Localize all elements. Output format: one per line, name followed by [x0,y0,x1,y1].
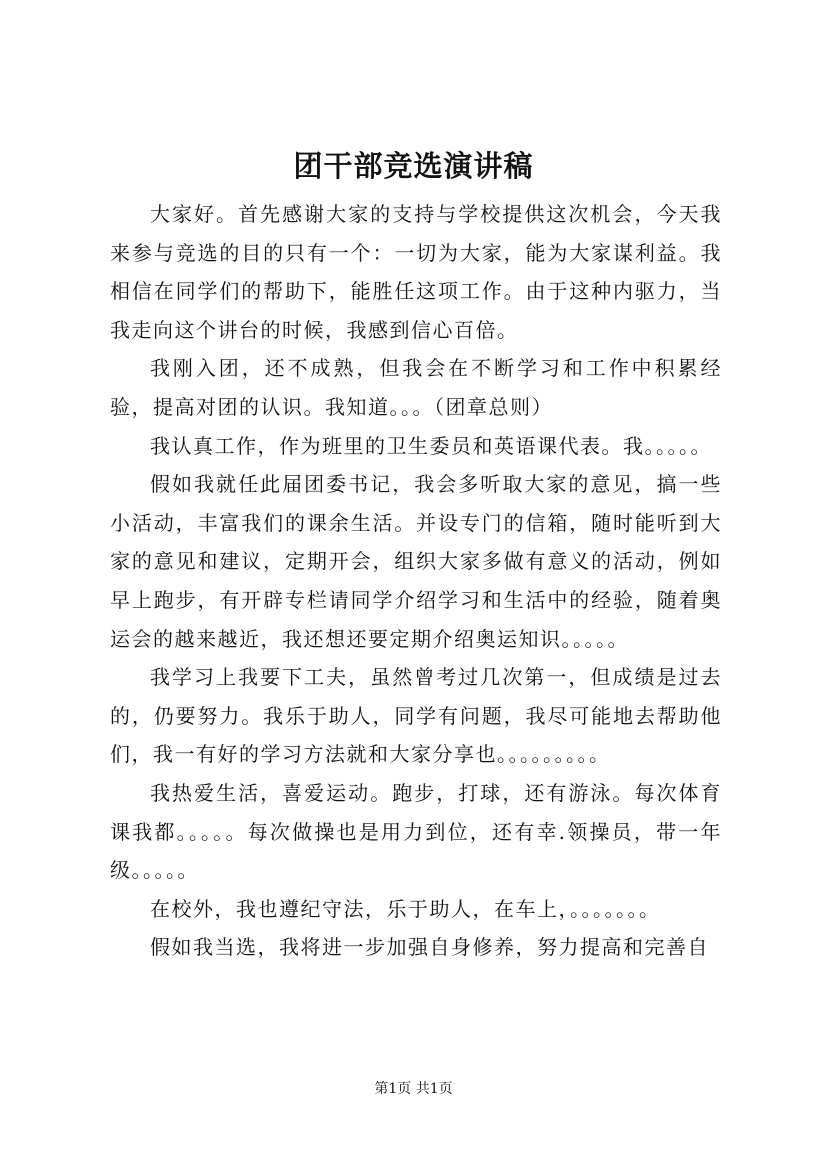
paragraph: 我热爱生活，喜爱运动。跑步，打球，还有游泳。每次体育课我都。。。。。每次做操也是用力到位，还有幸.领操员，带一年级。。。。。 [110,780,722,883]
paragraph: 假如我就任此届团委书记，我会多听取大家的意见，搞一些小活动，丰富我们的课余生活。并设专门的信箱，随时能听到大家的意见和建议，定期开会，组织大家多做有意义的活动，例如早上跑步，有开辟专栏请同学介绍学习和生活中的经验，随着奥运会的越来越近，我还想还要定期介绍奥运知识。。。。。 [110,472,722,651]
page-footer: 第1页 共1页 [374,1081,453,1097]
paragraph: 大家好。首先感谢大家的支持与学校提供这次机会，今天我来参与竞选的目的只有一个：一切为大家，能为大家谋利益。我相信在同学们的帮助下，能胜任这项工作。由于这种内驱力，当我走向这个讲台的时候，我感到信心百倍。 [110,202,722,342]
paragraph: 我刚入团，还不成熟，但我会在不断学习和工作中积累经验，提高对团的认识。我知道。。。（团章总则） [110,356,722,419]
document-title: 团干部竞选演讲稿 [293,149,534,183]
document-body [110,195,722,967]
paragraph: 我认真工作，作为班里的卫生委员和英语课代表。我。。。。。 [150,433,712,458]
paragraph: 我学习上我要下工夫，虽然曾考过几次第一，但成绩是过去的，仍要努力。我乐于助人，同学有问题，我尽可能地去帮助他们，我一有好的学习方法就和大家分享也。。。。。。。。。 [110,665,722,767]
paragraph: 假如我当选，我将进一步加强自身修养，努力提高和完善自 [150,935,709,960]
paragraph: 在校外，我也遵纪守法，乐于助人，在车上，。。。。。。。 [150,896,661,921]
